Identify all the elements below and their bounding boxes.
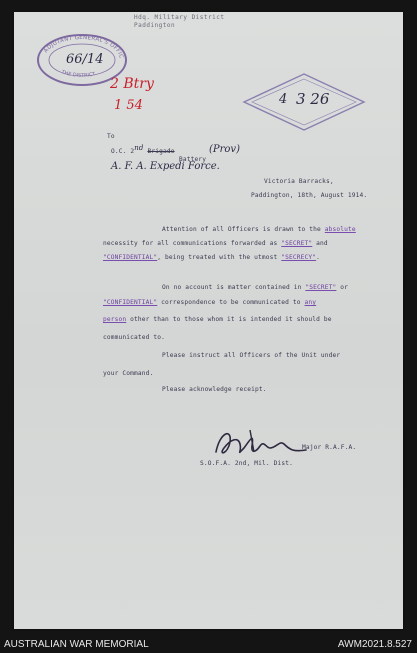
body-p1-line-1 xyxy=(162,226,356,233)
letterhead-line-2: Paddington xyxy=(134,22,176,29)
recipient-superscript: nd xyxy=(134,144,144,152)
body-p1-line-2 xyxy=(103,240,328,247)
body-p4-line-1: Please acknowledge receipt. xyxy=(162,386,267,393)
document-page xyxy=(14,12,403,629)
p1-text-d: , being treated with the utmost xyxy=(157,254,282,261)
red-pencil-note-line-1: 2 Btry xyxy=(110,76,154,92)
p2-emphasis-secret: "SECRET" xyxy=(305,284,337,291)
body-p2-line-3 xyxy=(103,316,332,323)
body-p2-line-4: communicated to. xyxy=(103,334,166,341)
diamond-stamp-handwritten-number: 3 26 xyxy=(296,90,330,108)
round-stamp-handwritten-number: 66/14 xyxy=(66,52,104,67)
letterhead xyxy=(134,14,304,30)
signatory-rank: Major R.A.F.A. xyxy=(302,444,357,451)
footer-accession-number: AWM2021.8.527 xyxy=(337,639,412,650)
body-p1-line-3 xyxy=(103,254,320,261)
recipient-prefix: O.C. 2 xyxy=(111,148,135,155)
sender-place: Victoria Barracks, xyxy=(264,178,334,185)
p1-text-e: . xyxy=(316,254,321,261)
body-p3-line-2: your Command. xyxy=(103,370,154,377)
p1-emphasis-absolute: absolute xyxy=(324,226,356,233)
body-p2-line-2 xyxy=(103,299,316,306)
p2-emphasis-any: any xyxy=(304,299,317,306)
p1-text-c: and xyxy=(312,240,328,247)
sender-date: Paddington, 18th, August 1914. xyxy=(251,192,368,199)
svg-text:ADJUTANT GENERAL'S OFFICE: ADJUTANT GENERAL'S OFFIC xyxy=(43,34,124,60)
body-p3-line-1: Please instruct all Officers of the Unit under xyxy=(162,352,341,359)
p2-text-b: or xyxy=(336,284,349,291)
archive-footer xyxy=(0,636,417,653)
svg-text:THE DISTRICT: THE DISTRICT xyxy=(60,69,97,79)
p2-text-c: correspondence to be communicated to xyxy=(157,299,305,306)
recipient-line-1 xyxy=(111,144,175,155)
p1-emphasis-secret: "SECRET" xyxy=(281,240,313,247)
to-label: To xyxy=(107,133,115,140)
recipient-inserted: (Prov) xyxy=(209,144,240,155)
body-p2-line-1 xyxy=(162,284,348,291)
p2-text-d: other than to those whom it is intended it should be xyxy=(126,316,332,323)
recipient-typed-insert: Battery xyxy=(179,156,207,163)
footer-institution: AUSTRALIAN WAR MEMORIAL xyxy=(4,639,149,650)
diamond-stamp-prefix: 4 xyxy=(279,92,288,107)
p1-text-a: Attention of all Officers is drawn to the xyxy=(162,226,325,233)
recipient-struck-word: Brigade xyxy=(147,148,175,155)
recipient-line-2: A. F. A. Expedi Force. xyxy=(111,161,220,172)
p2-emphasis-confidential: "CONFIDENTIAL" xyxy=(103,299,158,306)
p1-emphasis-confidential: "CONFIDENTIAL" xyxy=(103,254,158,261)
red-pencil-note-line-2: 1 54 xyxy=(114,98,143,113)
p1-text-b: necessity for all communications forwarded as xyxy=(103,240,282,247)
p2-text-a: On no account is matter contained in xyxy=(162,284,306,291)
signatory-title: S.O.F.A. 2nd, Mil. Dist. xyxy=(200,460,294,467)
p1-emphasis-secrecy: "SECRECY" xyxy=(281,254,317,261)
p2-emphasis-person: person xyxy=(103,316,127,323)
letterhead-line-1: Hdq. Military District xyxy=(134,14,225,21)
